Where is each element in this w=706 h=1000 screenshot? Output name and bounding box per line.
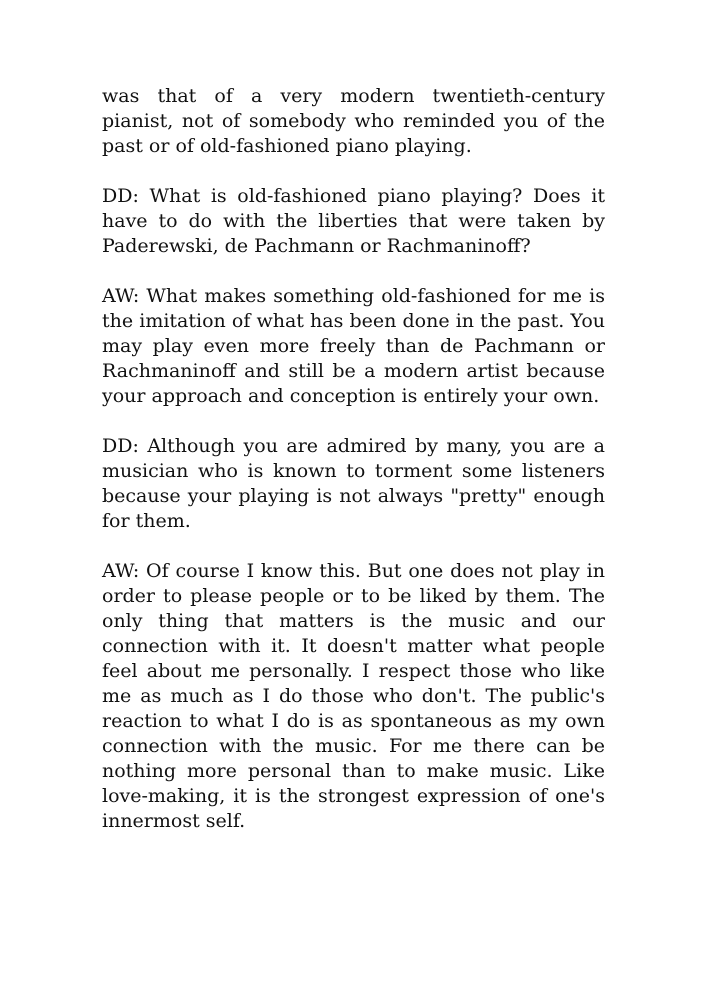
paragraph-aw-answer-1: AW: What makes something old-fashioned for me is the imitation of what has been done in the past. You may play even more freely than de Pachmann or Rachmaninoff and still be a modern artist because your approach and conception is entirely your own.: [102, 285, 605, 407]
paragraph-dd-question-1: DD: What is old-fashioned piano playing? Does it have to do with the liberties that were taken by Paderewski, de Pachmann or Rachmaninoff?: [102, 185, 605, 257]
paragraph-continuation: was that of a very modern twentieth-century pianist, not of somebody who reminded you of the past or of old-fashioned piano playing.: [102, 85, 605, 157]
paragraph-aw-answer-2: AW: Of course I know this. But one does not play in order to please people or to be liked by them. The only thing that matters is the music and our connection with it. It doesn't matter what people feel about me personally. I respect those who like me as much as I do those who don't. The public's reaction to what I do is as spontaneous as my own connection with the music. For me there can be nothing more personal than to make music. Like love-making, it is the strongest expression of one's innermost self.: [102, 560, 605, 832]
paragraph-dd-question-2: DD: Although you are admired by many, you are a musician who is known to torment some listeners because your playing is not always "pretty" enough for them.: [102, 435, 605, 532]
document-page: [102, 84, 605, 859]
